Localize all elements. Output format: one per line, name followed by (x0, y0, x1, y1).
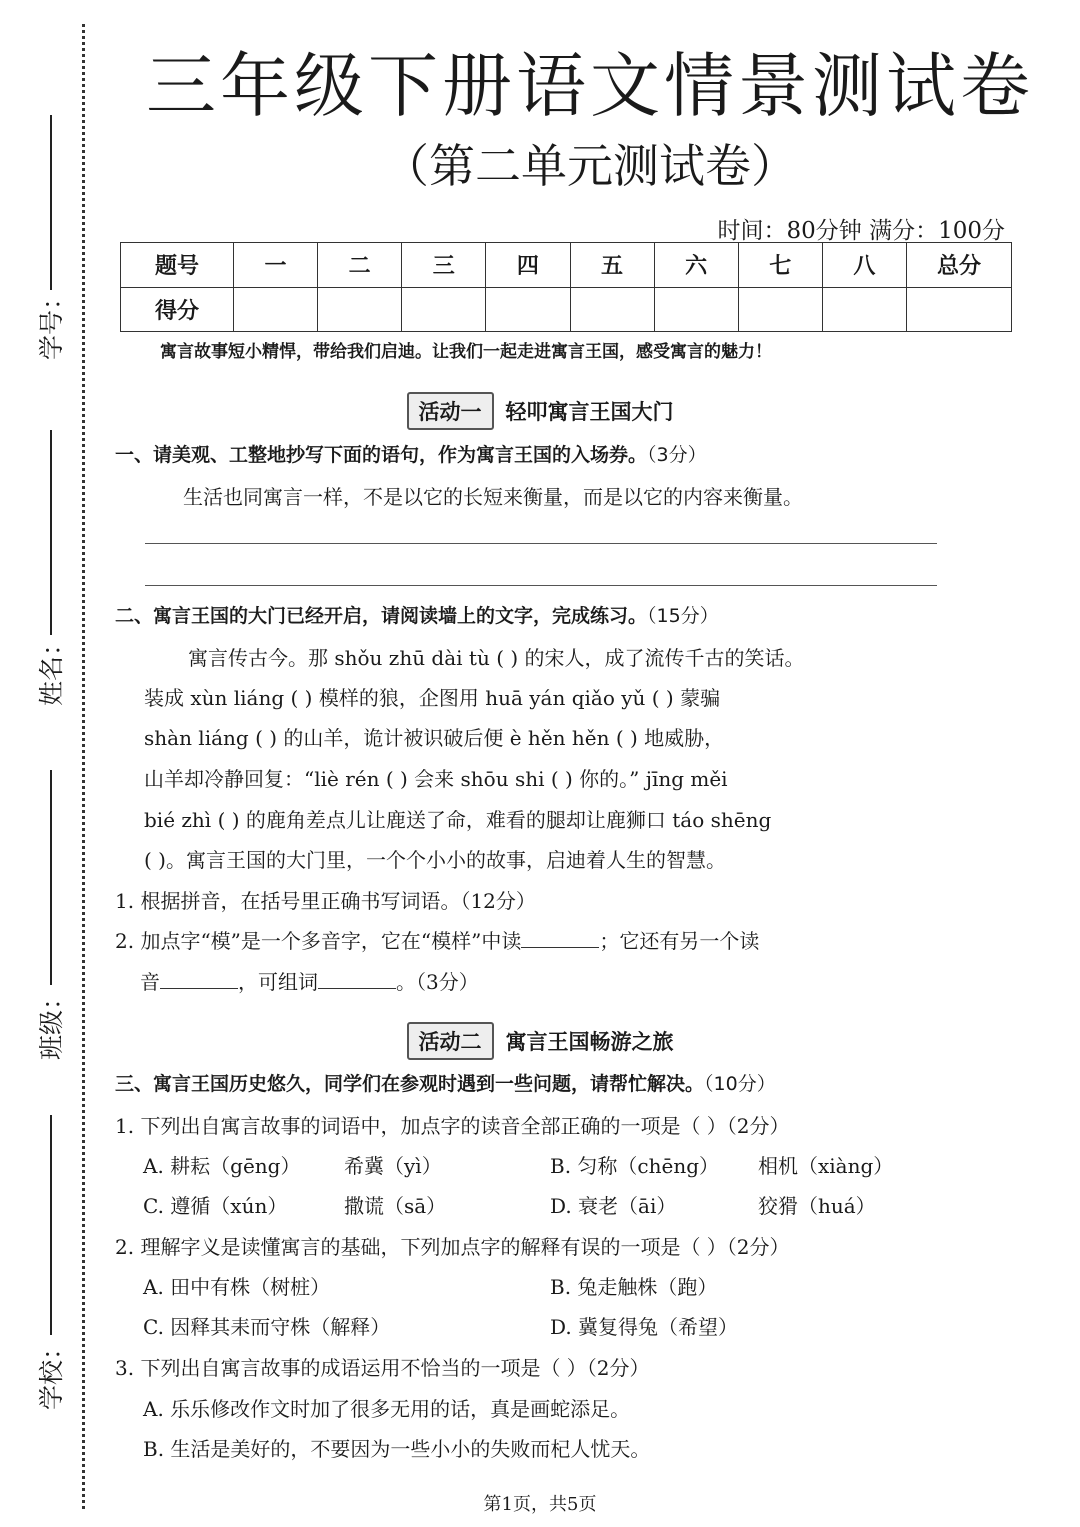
score-cell[interactable] (822, 287, 906, 332)
score-cell[interactable] (486, 287, 570, 332)
answer-blank[interactable] (318, 988, 396, 989)
passage-line: bié zhì ( ) 的鹿角差点儿让鹿送了命，难看的腿却让鹿狮口 táo shēng (144, 808, 772, 832)
score-header-cell: 七 (738, 243, 822, 288)
option-a: A. 乐乐修改作文时加了很多无用的话，真是画蛇添足。 (143, 1397, 631, 1421)
option-a: A. 田中有株（树桩） (143, 1275, 331, 1299)
sub-question-2-cont (140, 966, 479, 995)
score-header-cell: 总分 (907, 243, 1012, 288)
name-line[interactable] (50, 430, 52, 635)
passage-line: 寓言传古今。那 shǒu zhū dài tù ( ) 的宋人，成了流传千古的笑话。 (188, 646, 805, 670)
score-header-cell: 二 (318, 243, 402, 288)
question-two-points: （15分） (647, 605, 719, 627)
sub-question-2-text-b: ；它还有另一个读 (599, 929, 760, 953)
binding-cut-line (82, 24, 85, 1509)
question-three-text: 三、寓言王国历史悠久，同学们在参观时遇到一些问题，请帮忙解决。 (115, 1073, 705, 1095)
score-table (120, 242, 1012, 332)
question-one-points: （3分） (647, 444, 707, 466)
answer-blank[interactable] (521, 947, 599, 948)
activity-two-heading (0, 1022, 1080, 1060)
score-cell[interactable] (570, 287, 654, 332)
score-header-cell: 八 (822, 243, 906, 288)
q3-sub-3: 3. 下列出自寓言故事的成语运用不恰当的一项是（ ）（2分） (115, 1356, 650, 1380)
passage-line: shàn liáng ( ) 的山羊，诡计被识破后便 è hěn hěn ( ) 地威胁， (144, 726, 725, 750)
sub-question-2-text-a: 2. 加点字“模”是一个多音字，它在“模样”中读 (115, 929, 522, 953)
copy-line-2[interactable] (145, 585, 937, 586)
student-id-label: 学号： (37, 284, 66, 360)
q3-sub-2: 2. 理解字义是读懂寓言的基础，下列加点字的解释有误的一项是（ ）（2分） (115, 1235, 790, 1259)
sub-question-1: 1. 根据拼音，在括号里正确书写词语。（12分） (115, 889, 536, 913)
exam-subtitle: （第二单元测试卷） (383, 139, 797, 193)
school-line[interactable] (50, 1115, 52, 1335)
score-table-header-row (121, 243, 1012, 288)
activity-one-tag: 活动一 (407, 392, 494, 430)
option-d: D. 冀复得兔（希望） (550, 1315, 739, 1339)
score-cell[interactable] (738, 287, 822, 332)
copy-line-1[interactable] (145, 543, 937, 544)
student-id-field (28, 115, 78, 375)
activity-two-tag: 活动二 (407, 1022, 494, 1060)
class-label: 班级： (37, 984, 66, 1060)
question-one (115, 440, 707, 467)
option-c: C. 因释其耒而守株（解释） (143, 1315, 391, 1339)
option-d-2: 狡猾（huá） (758, 1194, 876, 1218)
student-id-line[interactable] (50, 115, 52, 290)
activity-two-title: 寓言王国畅游之旅 (505, 1030, 674, 1054)
sub-question-2-text-e: 。（3分） (396, 970, 479, 994)
option-d: D. 衰老（āi） (550, 1194, 677, 1218)
option-b: B. 匀称（chēng） (550, 1154, 720, 1178)
sub-question-2-text-c: 音 (140, 970, 160, 994)
score-header-cell: 六 (654, 243, 738, 288)
score-header-cell: 五 (570, 243, 654, 288)
sub-question-2-text-d: ，可组词 (238, 970, 318, 994)
score-header-cell: 三 (402, 243, 486, 288)
question-two (115, 601, 719, 628)
page-footer: 第1页，共5页 (483, 1494, 597, 1515)
score-cell[interactable] (402, 287, 486, 332)
exam-title: 三年级下册语文情景测试卷 (146, 45, 1034, 127)
passage-line: 装成 xùn liáng ( ) 模样的狼，企图用 huā yán qiǎo yǔ ( ) 蒙骗 (144, 686, 721, 710)
score-cell[interactable] (234, 287, 318, 332)
score-cell[interactable] (654, 287, 738, 332)
exam-meta: 时间：80分钟 满分：100分 (717, 218, 1005, 244)
passage-line: 山羊却冷静回复：“liè rén ( ) 会来 shōu shi ( ) 你的。” jīng měi (144, 767, 728, 791)
question-two-text: 二、寓言王国的大门已经开启，请阅读墙上的文字，完成练习。 (115, 605, 648, 627)
class-line[interactable] (50, 770, 52, 985)
sub-question-2 (115, 925, 759, 954)
score-cell[interactable] (318, 287, 402, 332)
copy-sentence: 生活也同寓言一样，不是以它的长短来衡量，而是以它的内容来衡量。 (183, 485, 803, 509)
question-one-text: 一、请美观、工整地抄写下面的语句，作为寓言王国的入场券。 (115, 444, 648, 466)
option-b-2: 相机（xiàng） (758, 1154, 894, 1178)
name-field (28, 430, 78, 720)
option-c-2: 撒谎（sā） (344, 1194, 447, 1218)
activity-one-heading (0, 392, 1080, 430)
school-label: 学校： (37, 1334, 66, 1410)
school-field (28, 1115, 78, 1415)
passage-line: ( )。寓言王国的大门里，一个个小小的故事，启迪着人生的智慧。 (144, 848, 726, 872)
score-table-score-row (121, 287, 1012, 332)
score-header-cell: 题号 (121, 243, 234, 288)
option-a: A. 耕耘（gēng） (143, 1154, 301, 1178)
score-header-cell: 四 (486, 243, 570, 288)
q3-sub-1: 1. 下列出自寓言故事的词语中，加点字的读音全部正确的一项是（ ）（2分） (115, 1114, 790, 1138)
question-three-points: （10分） (704, 1073, 776, 1095)
name-label: 姓名： (37, 630, 66, 706)
option-b: B. 生活是美好的，不要因为一些小小的失败而杞人忧天。 (143, 1437, 651, 1461)
option-c: C. 遵循（xún） (143, 1194, 288, 1218)
activity-one-title: 轻叩寓言王国大门 (505, 400, 674, 424)
question-three (115, 1069, 776, 1096)
answer-blank[interactable] (160, 988, 238, 989)
option-a-2: 希冀（yì） (344, 1154, 442, 1178)
intro-text: 寓言故事短小精悍，带给我们启迪。让我们一起走进寓言王国，感受寓言的魅力！ (160, 342, 772, 362)
score-header-cell: 一 (234, 243, 318, 288)
score-cell[interactable] (907, 287, 1012, 332)
option-b: B. 兔走触株（跑） (550, 1275, 718, 1299)
score-row-label: 得分 (121, 287, 234, 332)
